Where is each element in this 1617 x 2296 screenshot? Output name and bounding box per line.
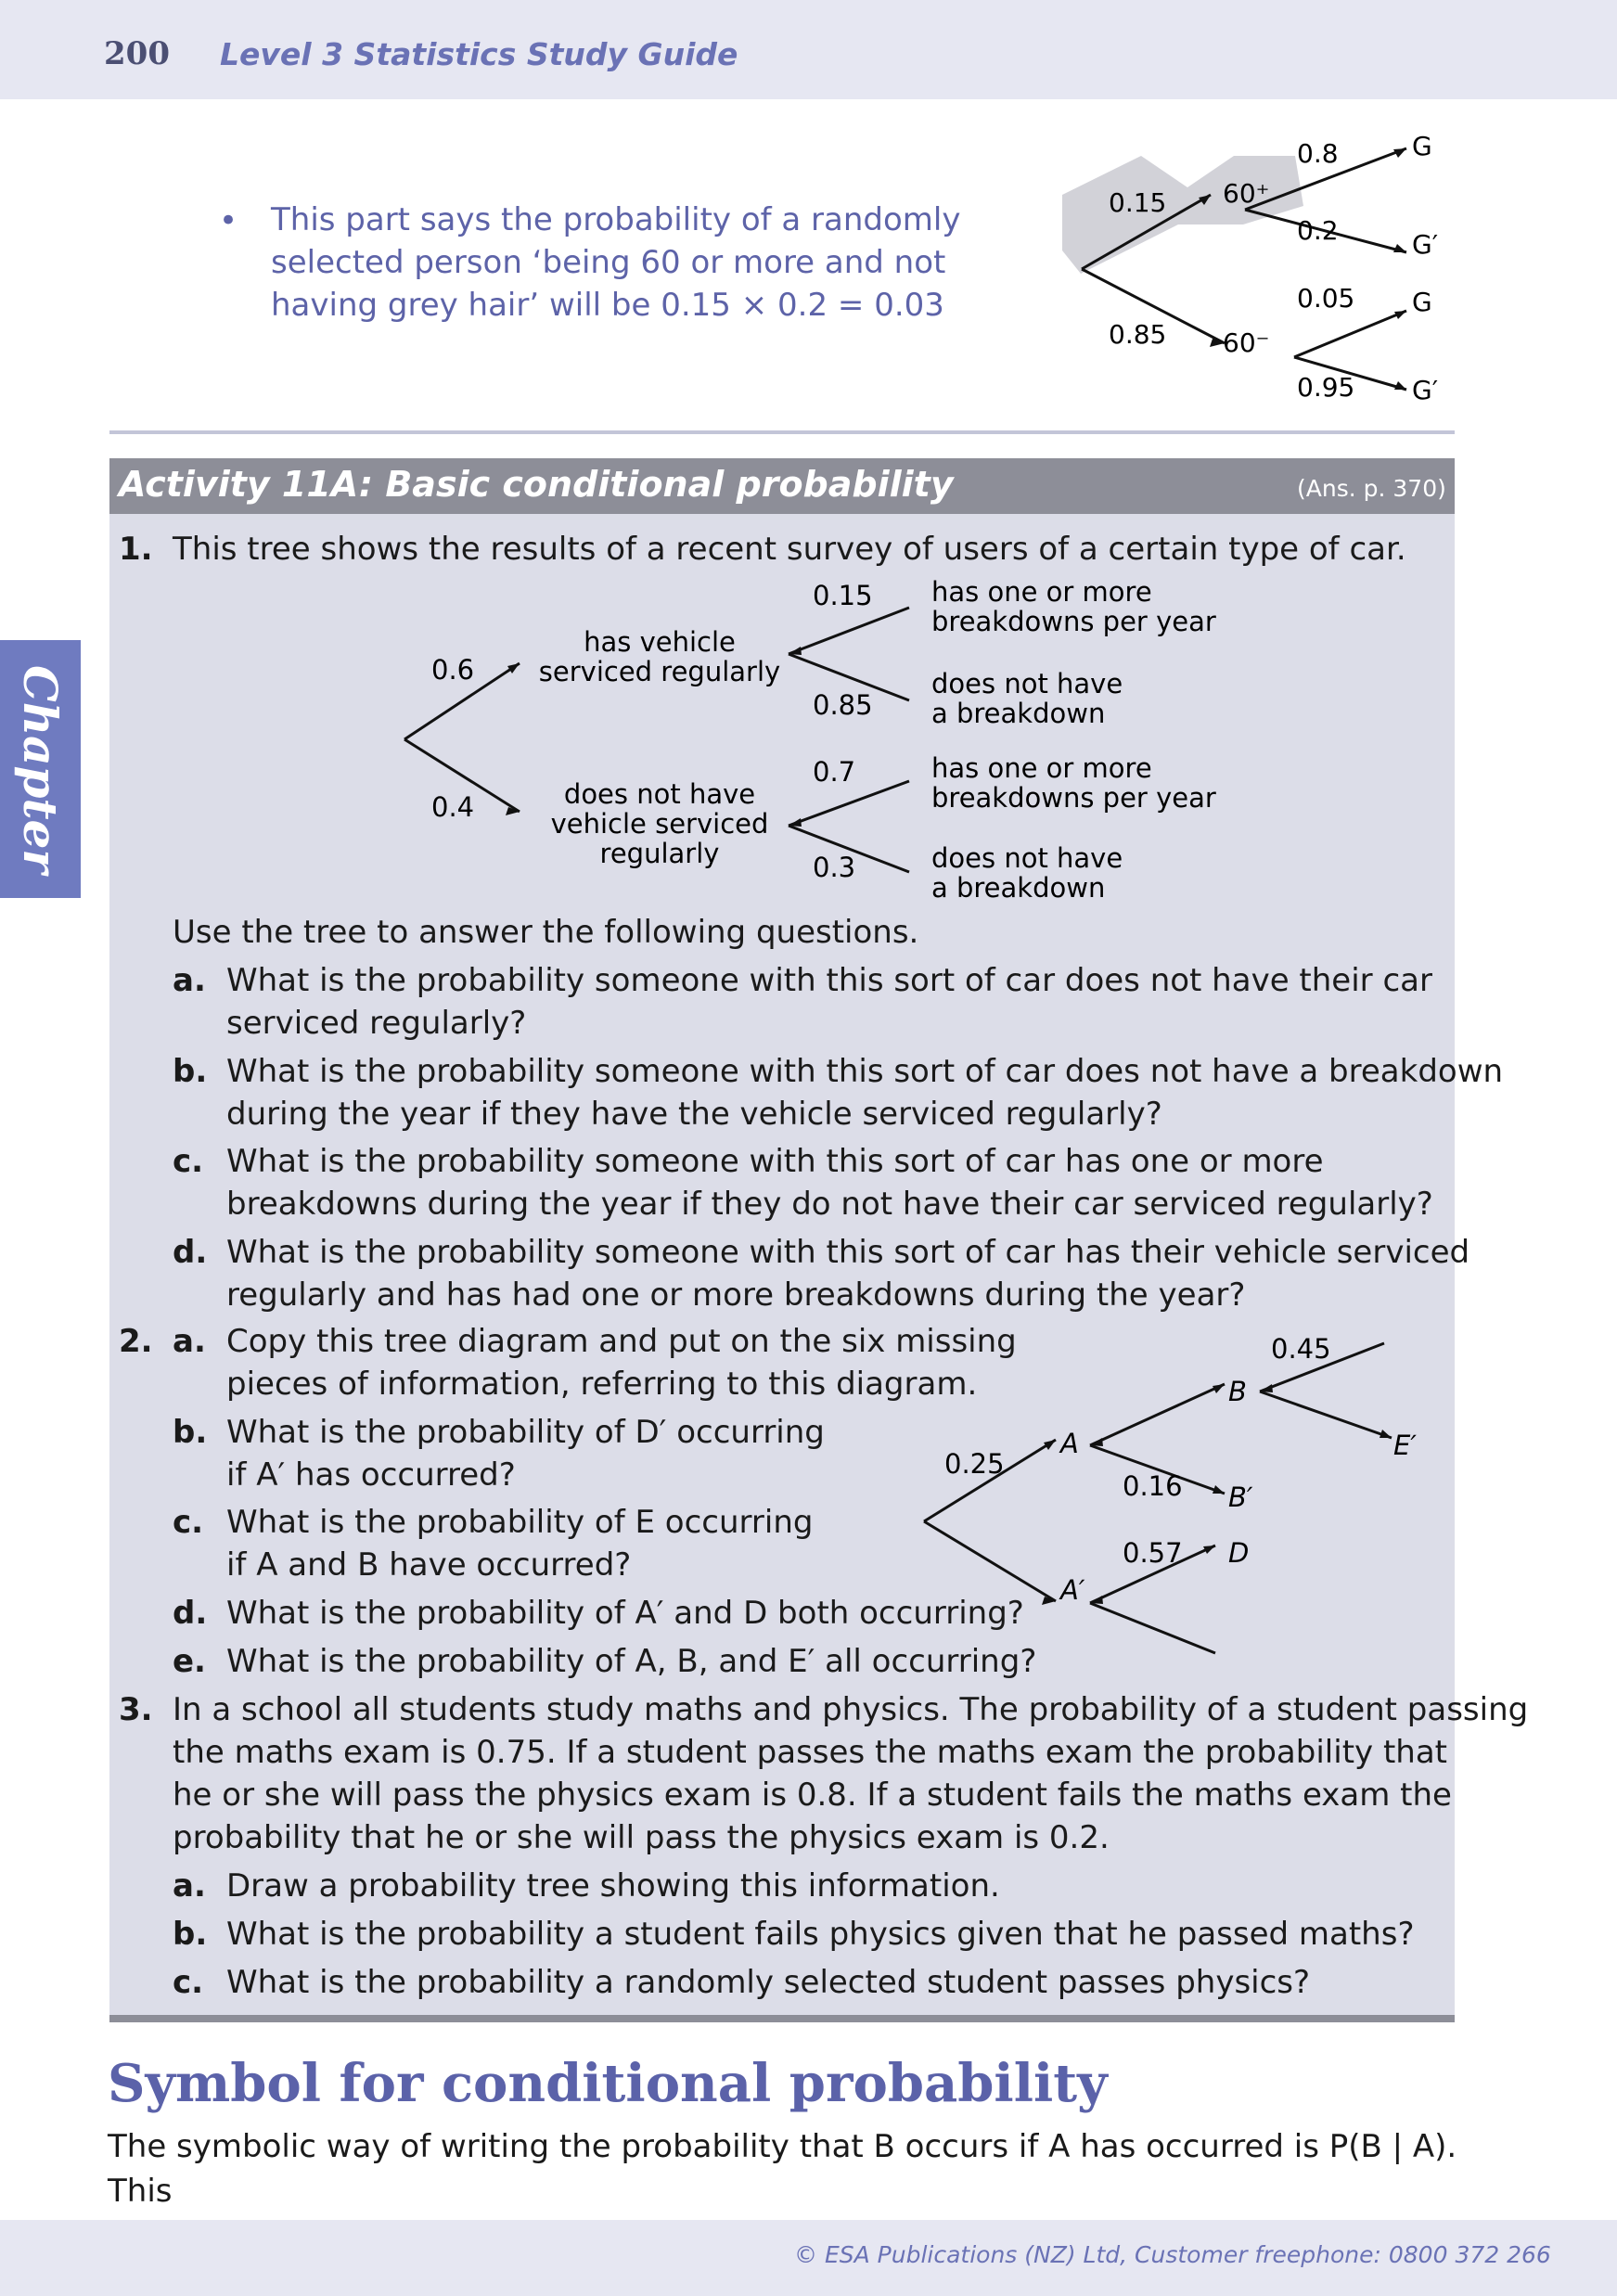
- intro-bullet-text: This part says the probability of a randomly selected person ‘being 60 or more and not having grey hair’ will be 0.15 × 0.2 = 0.03: [271, 201, 961, 324]
- q1a-line1: What is the probability someone with this sort of car does not have their car: [226, 962, 1432, 999]
- tree-node-g1: G: [1412, 131, 1432, 161]
- tree-prob-gp1: 0.2: [1297, 215, 1339, 246]
- tree-node-60minus: 60⁻: [1223, 327, 1270, 358]
- q1-text: This tree shows the results of a recent survey of users of a certain type of car.: [173, 531, 1406, 568]
- book-title: Level 3 Statistics Study Guide: [220, 36, 738, 72]
- q1b-line1: What is the probability someone with this sort of car does not have a breakdown: [226, 1053, 1504, 1090]
- q2-node-B: B: [1228, 1376, 1247, 1407]
- q3b-letter: b.: [173, 1916, 208, 1953]
- q2b-line2: if A′ has occurred?: [226, 1456, 516, 1494]
- tree-node-g2: G: [1412, 287, 1432, 317]
- q1-leaf-break1-l2: breakdowns per year: [931, 606, 1216, 637]
- q1-leaf-nobreak1-l2: a breakdown: [931, 698, 1106, 729]
- tree-prob-g2: 0.05: [1297, 283, 1355, 314]
- q1a-letter: a.: [173, 962, 206, 999]
- q1c-line1: What is the probability someone with this sort of car has one or more: [226, 1143, 1324, 1180]
- q2-node-Ap: A′: [1060, 1574, 1085, 1606]
- q2e-text: What is the probability of A, B, and E′ all occurring?: [226, 1643, 1037, 1680]
- q3c-letter: c.: [173, 1964, 204, 2001]
- q1-leaf-break2-l2: breakdowns per year: [931, 782, 1216, 814]
- q1-prob-serviced: 0.6: [431, 654, 475, 686]
- tree-node-60plus: 60⁺: [1223, 178, 1270, 209]
- q1-node-serviced-line2: serviced regularly: [538, 656, 781, 687]
- footer-copyright: © ESA Publications (NZ) Ltd, Customer freephone: 0800 372 266: [794, 2241, 1551, 2268]
- answers-reference: (Ans. p. 370): [1297, 475, 1446, 502]
- q2b-letter: b.: [173, 1414, 208, 1451]
- q1-leaf-break2-l1: has one or more: [931, 752, 1152, 784]
- q2a-letter: a.: [173, 1323, 206, 1360]
- divider-rule: [109, 430, 1455, 434]
- tree-node-gp1: G′: [1412, 229, 1439, 260]
- q1-leaf-nobreak2-l2: a breakdown: [931, 872, 1106, 904]
- q2c-line2: if A and B have occurred?: [226, 1546, 632, 1584]
- q1-node-not-line1: does not have: [563, 778, 756, 810]
- q2-node-D: D: [1228, 1537, 1250, 1569]
- q1-node-not-line2: vehicle serviced: [550, 808, 769, 840]
- q2d-letter: d.: [173, 1595, 208, 1632]
- q2c-letter: c.: [173, 1504, 204, 1541]
- q1-leaf-nobreak1-l1: does not have: [931, 668, 1123, 699]
- activity-title: Activity 11A: Basic conditional probability: [119, 464, 954, 505]
- q2a-line2: pieces of information, referring to this diagram.: [226, 1366, 978, 1403]
- tree-prob-gp2: 0.95: [1297, 372, 1355, 403]
- q1a-line2: serviced regularly?: [226, 1005, 527, 1042]
- q2-prob-Bp: 0.16: [1123, 1470, 1183, 1502]
- q1b-line2: during the year if they have the vehicle serviced regularly?: [226, 1096, 1162, 1133]
- q1-node-serviced-line1: has vehicle: [584, 626, 736, 658]
- bullet-marker: •: [219, 202, 238, 239]
- q1b-letter: b.: [173, 1053, 208, 1090]
- q1d-line1: What is the probability someone with this sort of car has their vehicle serviced: [226, 1234, 1470, 1271]
- q1d-letter: d.: [173, 1234, 208, 1271]
- page-number: 200: [104, 35, 170, 72]
- q1-prob-n-break: 0.7: [813, 756, 856, 788]
- q2-prob-A: 0.25: [944, 1448, 1005, 1480]
- section-title: Symbol for conditional probability: [108, 2053, 1108, 2114]
- tree-prob-g1: 0.8: [1297, 138, 1339, 169]
- q2c-line1: What is the probability of E occurring: [226, 1504, 814, 1541]
- q1c-line2: breakdowns during the year if they do not have their car serviced regularly?: [226, 1186, 1433, 1223]
- q2-tree-diagram: [909, 1327, 1447, 1661]
- q3a-letter: a.: [173, 1867, 206, 1905]
- activity-bottom-bar: [109, 2015, 1455, 2022]
- q2-node-A: A: [1060, 1428, 1079, 1459]
- q1-node-not-line3: regularly: [599, 838, 720, 869]
- q1-tree-diagram: [390, 575, 1317, 909]
- q3-line3: he or she will pass the physics exam is 0.8. If a student fails the maths exam the: [173, 1777, 1452, 1814]
- q2-node-Bp: B′: [1228, 1481, 1253, 1513]
- section-line1: The symbolic way of writing the probability that B occurs if A has occurred is P(B | A). This: [108, 2128, 1457, 2210]
- q3a-text: Draw a probability tree showing this information.: [226, 1867, 1000, 1905]
- q2b-line1: What is the probability of D′ occurring: [226, 1414, 825, 1451]
- tree-node-gp2: G′: [1412, 375, 1439, 405]
- q3-number: 3.: [119, 1691, 153, 1728]
- q1-leaf-break1-l1: has one or more: [931, 576, 1152, 608]
- q1-prob-s-break: 0.15: [813, 580, 873, 611]
- intro-tree-diagram: [1058, 121, 1466, 417]
- q1-prob-not-serviced: 0.4: [431, 791, 475, 823]
- q3c-text: What is the probability a randomly selected student passes physics?: [226, 1964, 1311, 2001]
- q3-line4: probability that he or she will pass the physics exam is 0.2.: [173, 1819, 1110, 1856]
- q2-node-Ep: E′: [1393, 1430, 1417, 1461]
- q1-leaf-nobreak2-l1: does not have: [931, 842, 1123, 874]
- q2-prob-E: 0.45: [1271, 1333, 1331, 1365]
- q1-prob-s-nobreak: 0.85: [813, 689, 873, 721]
- q2-number: 2.: [119, 1323, 153, 1360]
- tree-prob-60minus: 0.85: [1109, 319, 1167, 350]
- chapter-tab-label: Chapter: [13, 664, 68, 874]
- q1c-letter: c.: [173, 1143, 204, 1180]
- q2a-line1: Copy this tree diagram and put on the six missing: [226, 1323, 1017, 1360]
- q2e-letter: e.: [173, 1643, 206, 1680]
- tree-prob-60plus: 0.15: [1109, 187, 1167, 218]
- q3-line2: the maths exam is 0.75. If a student passes the maths exam the probability that: [173, 1734, 1447, 1771]
- q1-instruction: Use the tree to answer the following questions.: [173, 914, 919, 951]
- q1d-line2: regularly and has had one or more breakdowns during the year?: [226, 1276, 1246, 1314]
- q3b-text: What is the probability a student fails physics given that he passed maths?: [226, 1916, 1415, 1953]
- q2-prob-D: 0.57: [1123, 1537, 1183, 1569]
- q3-line1: In a school all students study maths and physics. The probability of a student passing: [173, 1691, 1529, 1728]
- q1-number: 1.: [119, 531, 153, 568]
- q1-prob-n-nobreak: 0.3: [813, 852, 856, 883]
- q2d-text: What is the probability of A′ and D both occurring?: [226, 1595, 1024, 1632]
